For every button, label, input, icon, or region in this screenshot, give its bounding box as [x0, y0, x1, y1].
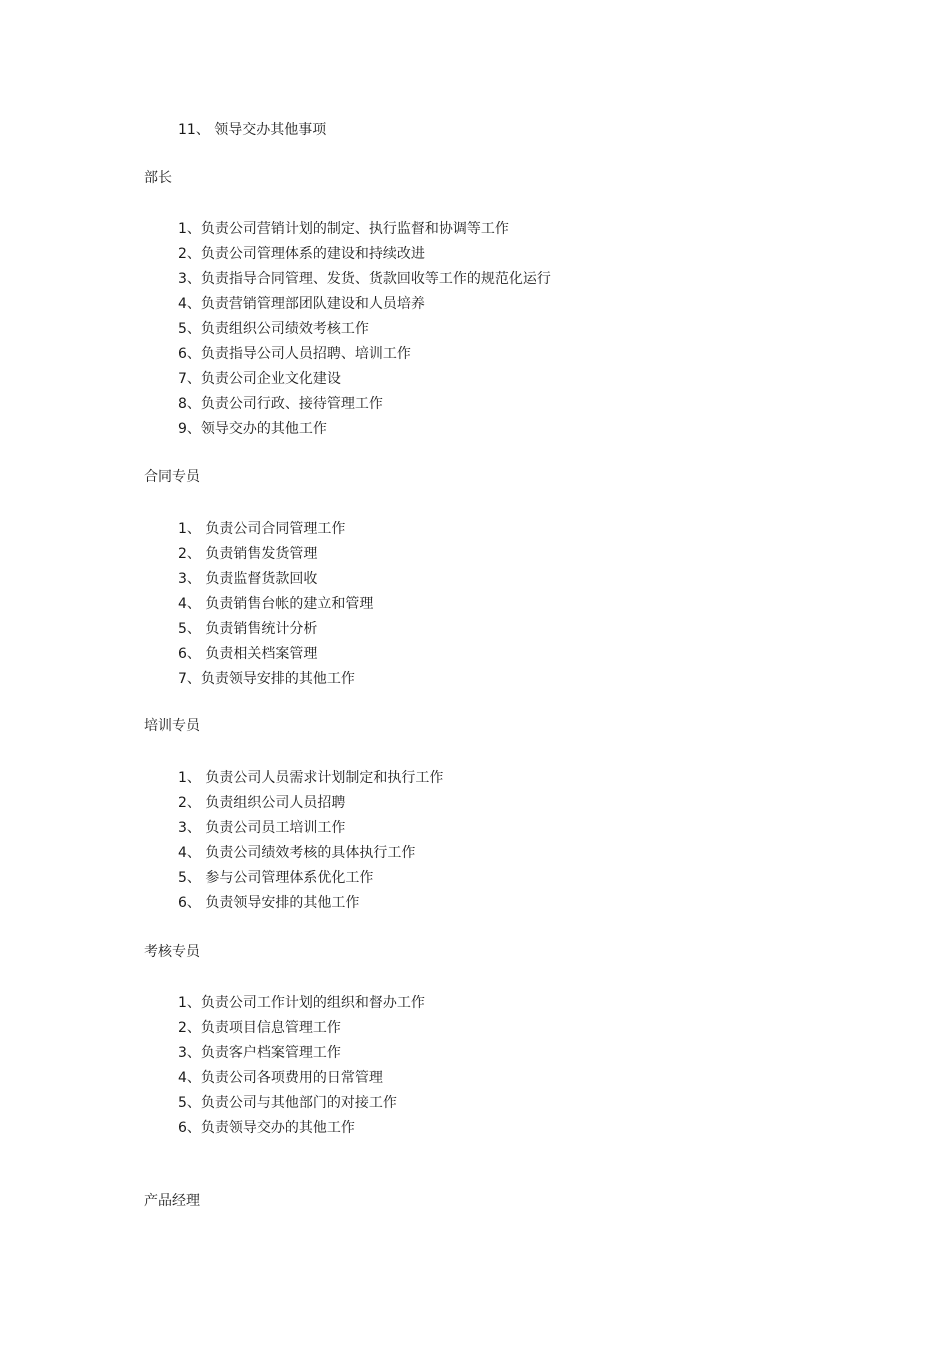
list-item: 1、负责公司工作计划的组织和督办工作: [178, 995, 425, 1011]
list-item: 3、负责客户档案管理工作: [178, 1045, 341, 1061]
list-item: 2、 负责销售发货管理: [178, 546, 318, 562]
list-item: 9、领导交办的其他工作: [178, 421, 327, 437]
list-item: 2、 负责组织公司人员招聘: [178, 795, 346, 811]
list-item: 4、 负责公司绩效考核的具体执行工作: [178, 845, 416, 861]
list-item: 7、负责公司企业文化建设: [178, 371, 341, 387]
section-heading-product-manager: 产品经理: [144, 1193, 200, 1209]
list-item: 1、 负责公司人员需求计划制定和执行工作: [178, 770, 444, 786]
list-item: 3、 负责监督货款回收: [178, 571, 318, 587]
list-item-leader-assigned: 11、 领导交办其他事项: [178, 122, 327, 138]
list-item: 5、负责公司与其他部门的对接工作: [178, 1095, 397, 1111]
list-item: 1、 负责公司合同管理工作: [178, 521, 346, 537]
list-item: 4、负责公司各项费用的日常管理: [178, 1070, 383, 1086]
list-item: 6、 负责相关档案管理: [178, 646, 318, 662]
list-item: 8、负责公司行政、接待管理工作: [178, 396, 383, 412]
list-item: 3、 负责公司员工培训工作: [178, 820, 346, 836]
list-item: 1、负责公司营销计划的制定、执行监督和协调等工作: [178, 221, 509, 237]
list-item: 3、负责指导合同管理、发货、货款回收等工作的规范化运行: [178, 271, 551, 287]
list-item: 6、 负责领导安排的其他工作: [178, 895, 360, 911]
section-heading-training-specialist: 培训专员: [144, 718, 200, 734]
list-item: 4、 负责销售台帐的建立和管理: [178, 596, 374, 612]
list-item: 5、 负责销售统计分析: [178, 621, 318, 637]
list-item: 6、负责指导公司人员招聘、培训工作: [178, 346, 411, 362]
section-heading-minister: 部长: [144, 170, 172, 186]
list-item: 4、负责营销管理部团队建设和人员培养: [178, 296, 425, 312]
list-item: 5、 参与公司管理体系优化工作: [178, 870, 374, 886]
list-item: 6、负责领导交办的其他工作: [178, 1120, 355, 1136]
section-heading-assessment-specialist: 考核专员: [144, 944, 200, 960]
list-item: 2、负责公司管理体系的建设和持续改进: [178, 246, 425, 262]
list-item: 7、负责领导安排的其他工作: [178, 671, 355, 687]
list-item: 2、负责项目信息管理工作: [178, 1020, 341, 1036]
section-heading-contract-specialist: 合同专员: [144, 469, 200, 485]
list-item: 5、负责组织公司绩效考核工作: [178, 321, 369, 337]
